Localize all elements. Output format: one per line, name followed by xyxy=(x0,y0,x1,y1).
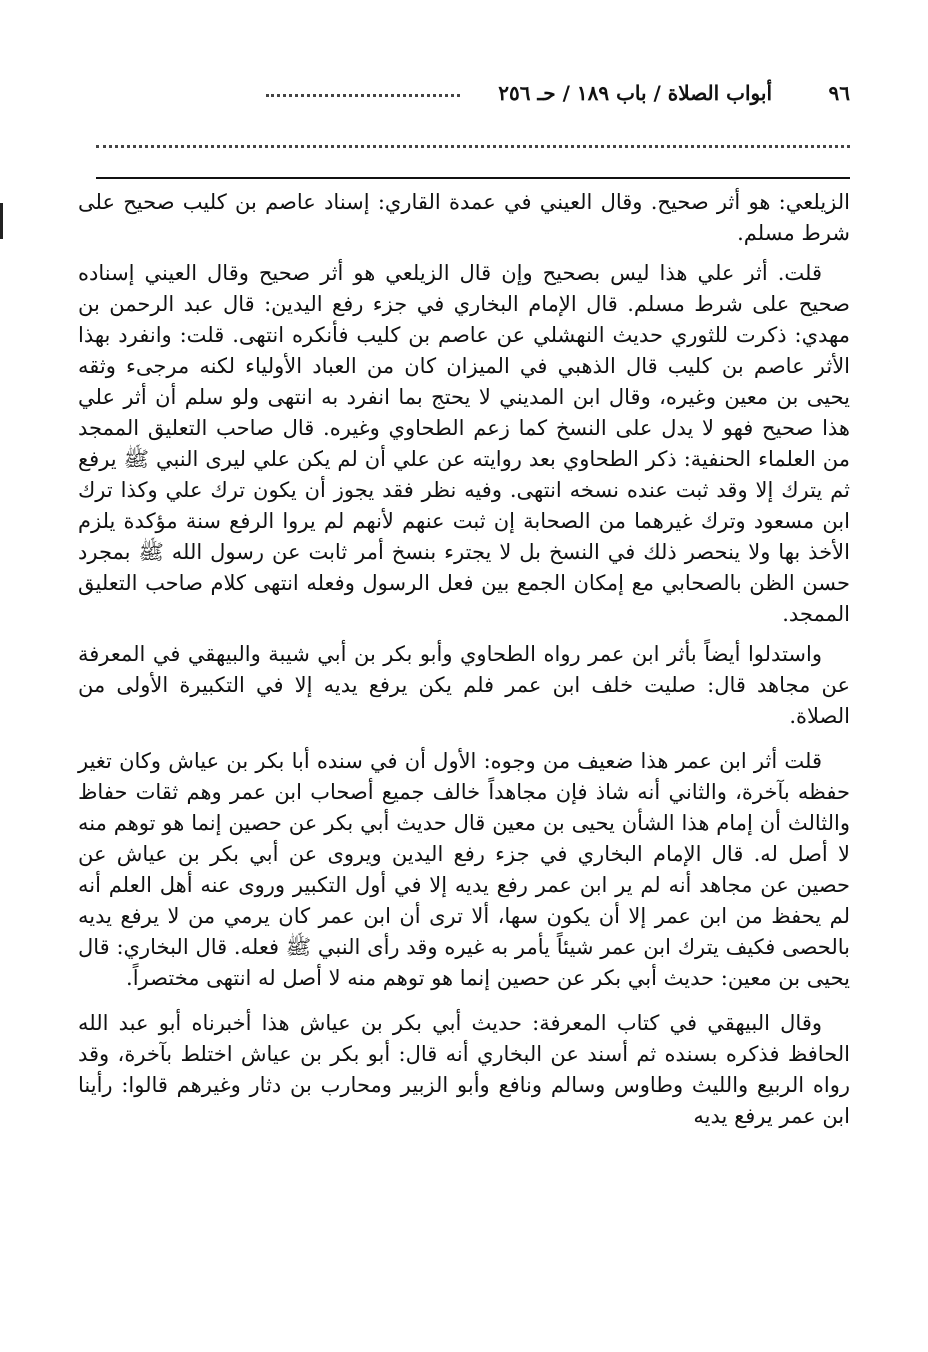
paragraph: وقال البيهقي في كتاب المعرفة: حديث أبي بكر بن عياش هذا أخبرناه أبو عبد الله الحافظ فذكره بسنده ثم أسند عن البخاري أنه قال: أبو بكر بن عياش اختلط بآخرة، وقد رواه الربيع والليث وطاوس وسالم ونافع وأبو الزبير ومحارب بن دثار وغيرهم قالوا: رأينا ابن عمر يرفع يديه xyxy=(78,1011,850,1128)
page-header xyxy=(96,76,850,110)
margin-mark xyxy=(0,203,3,239)
header-dotted-line xyxy=(96,145,850,148)
body-text xyxy=(78,187,850,1141)
header-leader-dots xyxy=(266,88,460,97)
paragraph: الزيلعي: هو أثر صحيح. وقال العيني في عمدة القاري: إسناد عاصم بن كليب صحيح على شرط مسلم. xyxy=(78,190,850,245)
paragraph: قلت. أثر علي هذا ليس بصحيح وإن قال الزيلعي هو أثر صحيح وقال العيني إسناده صحيح على شرط مسلم. قال الإمام البخاري في جزء رفع اليدين: قال عبد الرحمن بن مهدي: ذكرت للثوري حديث النهشلي عن عاصم بن كليب فأنكره انتهى. قلت: وانفرد بهذا الأثر عاصم بن كليب قال الذهبي في الميزان كان من العباد الأولياء لكنه مرجىء وثقه يحيى بن معين وغيره، وقال ابن المديني لا يحتج بما انفرد به انتهى ولو سلم أن أثر علي هذا صحيح فهو لا يدل على النسخ كما زعم الطحاوي وغيره. قال صاحب التعليق الممجد من العلماء الحنفية: ذكر الطحاوي بعد روايته عن علي أن لم يكن علي ليرى النبي ﷺ يرفع ثم يترك إلا وقد ثبت عنده نسخه انتهى. وفيه نظر فقد يجوز أن يكون ترك علي وكذا ترك ابن مسعود وترك غيرهما من الصحابة إن ثبت عنهم لأنهم لم يروا الرفع سنة مؤكدة يلزم الأخذ بها ولا ينحصر ذلك في النسخ بل لا يجترء بنسخ أمر ثابت عن رسول الله ﷺ بمجرد حسن الظن بالصحابي مع إمكان الجمع بين فعل الرسول وفعله انتهى كلام صاحب التعليق الممجد. xyxy=(78,261,850,626)
paragraph: واستدلوا أيضاً بأثر ابن عمر رواه الطحاوي وأبو بكر بن أبي شيبة والبيهقي في المعرفة عن مجاهد قال: صليت خلف ابن عمر فلم يكن يرفع يديه إلا في التكبيرة الأولى من الصلاة. xyxy=(78,642,850,728)
header-rule xyxy=(96,177,850,179)
running-title: أبواب الصلاة / باب ١٨٩ / حـ ٢٥٦ xyxy=(498,81,772,105)
page-number: ٩٦ xyxy=(828,81,850,105)
paragraph: قلت أثر ابن عمر هذا ضعيف من وجوه: الأول أن في سنده أبا بكر بن عياش وكان تغير حفظه بآخرة، والثاني أنه شاذ فإن مجاهداً خالف جميع أصحاب ابن عمر وهم ثقات حفاظ والثالث أن إمام هذا الشأن يحيى بن معين قال حديث أبي بكر عن حصين إنما هو توهم منه لا أصل له. قال الإمام البخاري في جزء رفع اليدين ويروى عن أبي بكر بن عياش عن حصين عن مجاهد أنه لم ير ابن عمر رفع يديه إلا في أول التكبير وروى عنه أهل العلم أنه لم يحفظ من ابن عمر إلا أن يكون سها، ألا ترى أن ابن عمر كان يرمي من لا يرفع يديه بالحصى فكيف يترك ابن عمر شيئاً يأمر به غيره وقد رأى النبي ﷺ فعله. قال البخاري: قال يحيى بن معين: حديث أبي بكر عن حصين إنما هو توهم منه لا أصل له انتهى مختصراً. xyxy=(78,749,850,990)
